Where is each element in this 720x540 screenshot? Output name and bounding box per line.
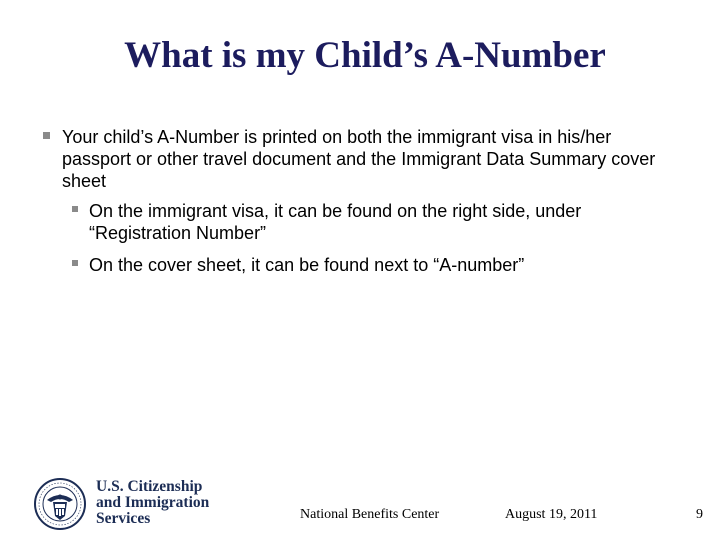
sub-bullet-text: On the immigrant visa, it can be found on the right side, under “Registration Number” — [89, 201, 582, 243]
sub-bullet-item — [62, 200, 683, 244]
square-bullet-icon — [72, 206, 78, 212]
bullet-text: Your child’s A-Number is printed on both the immigrant visa in his/her passport or other travel document and the Immigrant Data Summary cover sheet — [62, 127, 656, 191]
page-number: 9 — [696, 507, 703, 522]
logo-line: Services — [96, 510, 151, 527]
sub-bullet-item — [62, 254, 683, 276]
footer-date: August 19, 2011 — [505, 507, 598, 522]
dhs-seal-icon — [34, 478, 86, 530]
slide-content — [43, 126, 683, 276]
square-bullet-icon — [43, 132, 50, 139]
slide-title: What is my Child’s A-Number — [124, 35, 606, 76]
sub-bullet-text: On the cover sheet, it can be found next to “A-number” — [89, 255, 525, 275]
bullet-item — [43, 126, 683, 192]
footer-center: National Benefits Center — [300, 507, 440, 522]
square-bullet-icon — [72, 260, 78, 266]
logo-line: and Immigration — [96, 494, 210, 511]
logo-line: U.S. Citizenship — [96, 478, 203, 495]
uscis-logo-text — [96, 479, 209, 527]
